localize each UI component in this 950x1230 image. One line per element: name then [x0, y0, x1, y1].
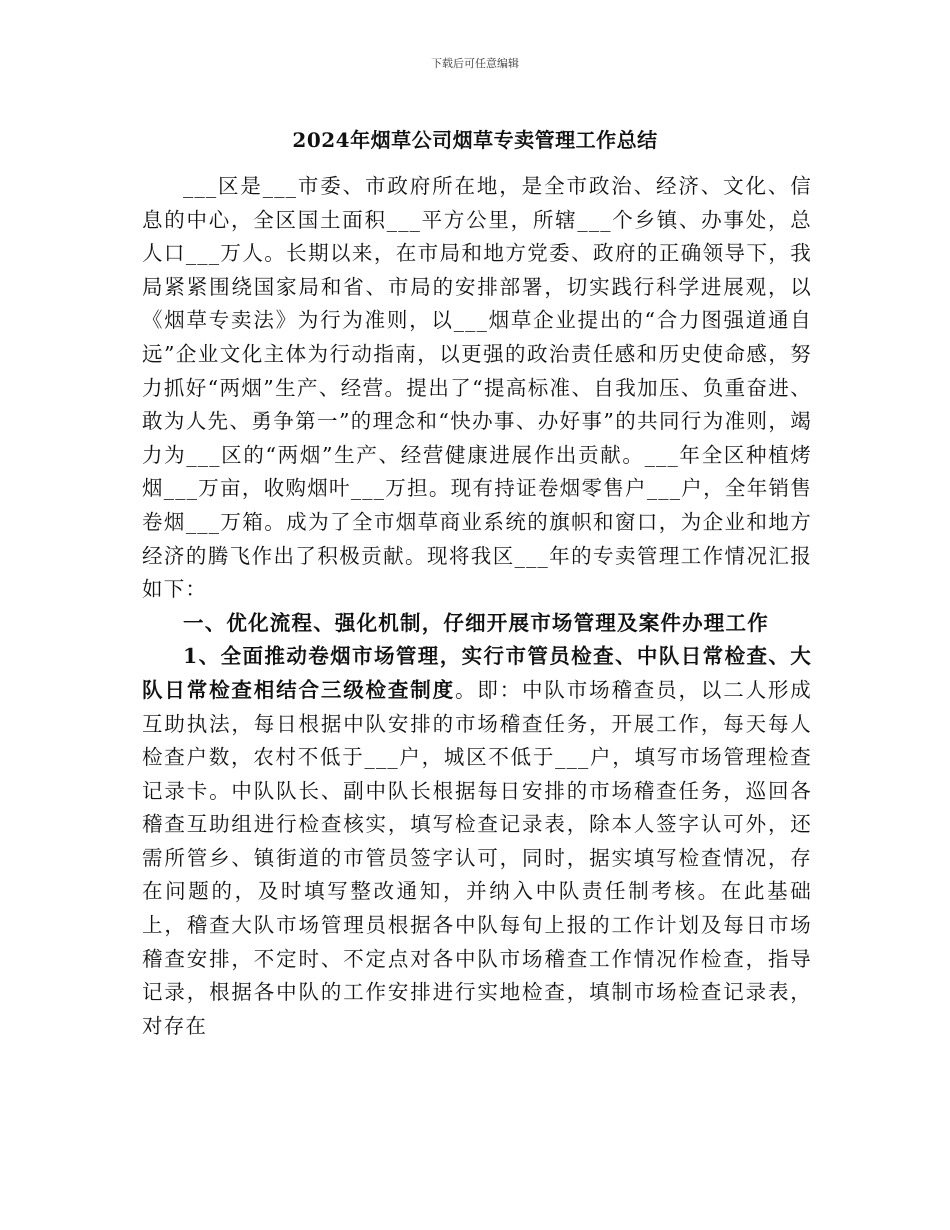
section-heading: 一、优化流程、强化机制，仔细开展市场管理及案件办理工作: [183, 610, 769, 635]
document-body: [142, 170, 812, 1043]
item-body-text: 。即：中队市场稽查员，以二人形成互助执法，每日根据中队安排的市场稽查任务，开展工作，每天每人检查户数，农村不低于___户，城区不低于___户，填写市场管理检查记录卡。中队队长、副中队长根据每日安排的市场稽查任务，巡回各稽查互助组进行检查核实，填写检查记录表，除本人签字认可外，还需所管乡、镇街道的市管员签字认可，同时，据实填写检查情况，存在问题的，及时填写整改通知，并纳入中队责任制考核。在此基础上，稽查大队市场管理员根据各中队每旬上报的工作计划及每日市场稽查安排，不定时、不定点对各中队市场稽查工作情况作检查，指导记录，根据各中队的工作安排进行实地检查，填制市场检查记录表，对存在: [142, 677, 812, 1038]
item-paragraph: [142, 640, 812, 1043]
item-bold-lead: 1、全面推动卷烟市场管理，实行市管员检查、中队日常检查、大队日常检查相结合三级检查制度: [142, 644, 812, 702]
intro-paragraph: ___区是___市委、市政府所在地，是全市政治、经济、文化、信息的中心，全区国土面积___平方公里，所辖___个乡镇、办事处，总人口___万人。长期以来，在市局和地方党委、政府的正确领导下，我局紧紧围绕国家局和省、市局的安排部署，切实践行科学进展观，以《烟草专卖法》为行为准则，以___烟草企业提出的“合力图强道通自远”企业文化主体为行动指南，以更强的政治责任感和历史使命感，努力抓好“两烟”生产、经营。提出了“提高标准、自我加压、负重奋进、敢为人先、勇争第一”的理念和“快办事、办好事”的共同行为准则，竭力为___区的“两烟”生产、经营健康进展作出贡献。___年全区种植烤烟___万亩，收购烟叶___万担。现有持证卷烟零售户___户，全年销售卷烟___万箱。成为了全市烟草商业系统的旗帜和窗口，为企业和地方经济的腾飞作出了积极贡献。现将我区___年的专卖管理工作情况汇报如下：: [142, 174, 812, 602]
document-title: 2024年烟草公司烟草专卖管理工作总结: [292, 128, 658, 152]
header-note: 下载后可任意编辑: [431, 57, 519, 70]
